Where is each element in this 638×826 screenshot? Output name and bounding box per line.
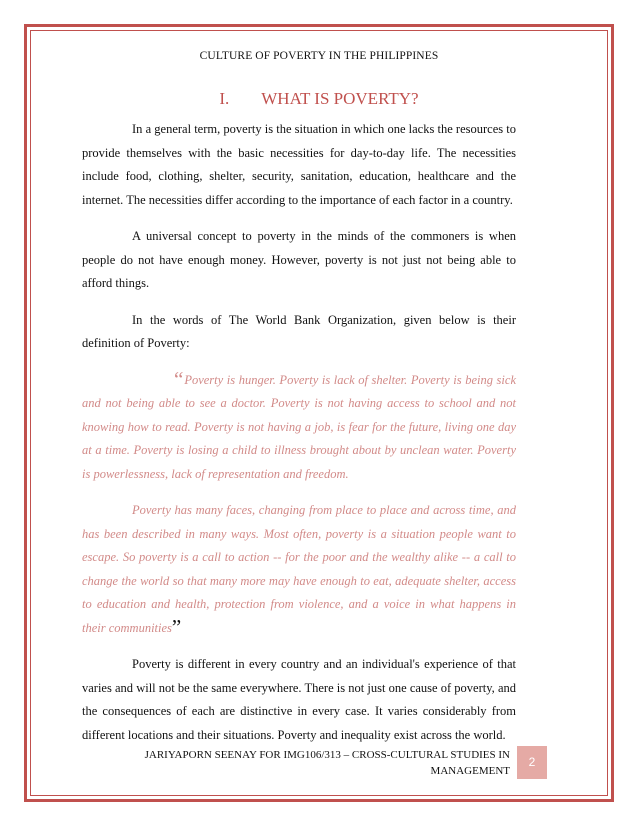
paragraph-world-bank-intro: In the words of The World Bank Organization, given below is their definition of Poverty: xyxy=(82,312,516,350)
section-title: WHAT IS POVERTY? xyxy=(261,89,419,108)
quote-paragraph-2 xyxy=(82,499,516,640)
paragraph-definition: In a general term, poverty is the situation in which one lacks the resources to provide themselves with the basic necessities for day-to-day life. The necessities include food, clothing, shelter, security, sanitation, education, healthcare and the internet. The necessities differ according to the importance of each factor in a country. xyxy=(82,122,516,207)
quote-paragraph-1 xyxy=(82,366,516,487)
quote-text-2: Poverty has many faces, changing from place to place and across time, and has been described in many ways. Most often, poverty is a situation people want to escape. So poverty is a call to action -- for the poor and the wealthy alike -- a call to change the world so that many more may have enough to eat, adequate shelter, access to education and health, protection from violence, and a voice in what happens in their communities xyxy=(82,503,516,635)
footer-line-2: MANAGEMENT xyxy=(430,765,510,777)
close-quote-mark: ” xyxy=(171,614,182,639)
section-number: I. xyxy=(219,89,230,108)
quote-text-1: Poverty is hunger. Poverty is lack of shelter. Poverty is being sick and not being able to see a doctor. Poverty is not having access to school and not knowing how to read. Poverty is not having a job, is fear for the future, living one day at a time. Poverty is losing a child to illness brought about by unclean water. Poverty is powerlessness, lack of representation and freedom. xyxy=(82,372,516,481)
open-quote-mark: “ xyxy=(174,366,184,391)
page-footer xyxy=(140,747,510,779)
document-body xyxy=(82,118,516,747)
paragraph-common-view: A universal concept to poverty in the minds of the commoners is when people do not have enough money. However, poverty is not just not being able to afford things. xyxy=(82,229,516,290)
running-header: CULTURE OF POVERTY IN THE PHILIPPINES xyxy=(199,50,439,62)
page-number-badge: 2 xyxy=(517,746,547,779)
section-heading xyxy=(0,89,638,109)
paragraph-closing: Poverty is different in every country and an individual's experience of that varies and will not be the same everywhere. There is not just one cause of poverty, and the consequences of each are distinctive in every case. It varies considerably from different locations and their situations. Poverty and inequality exist across the world. xyxy=(82,657,516,742)
footer-line-1: JARIYAPORN SEENAY FOR IMG106/313 – CROSS-CULTURAL STUDIES IN xyxy=(144,749,510,761)
